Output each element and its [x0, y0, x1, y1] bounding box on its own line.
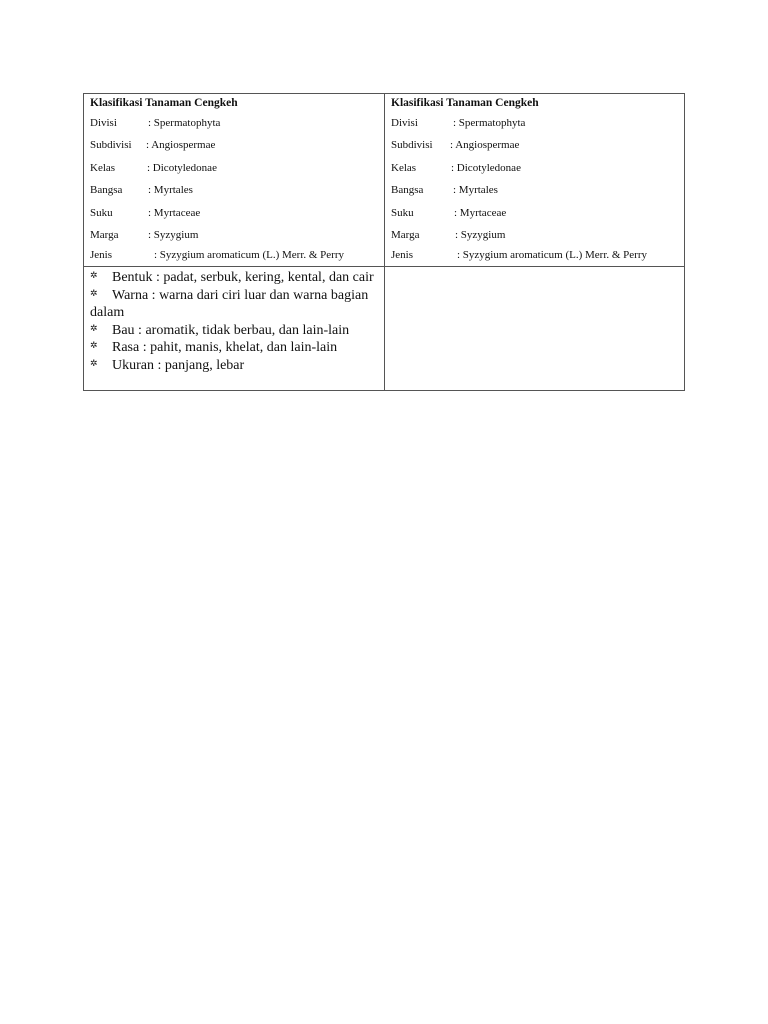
class-row-jenis: [90, 246, 384, 264]
class-value: : Spermatophyta: [148, 117, 221, 129]
class-value: : Myrtaceae: [454, 206, 507, 219]
class-key: Divisi: [90, 117, 117, 129]
class-key: Suku: [90, 206, 113, 219]
class-key: Subdivisi: [391, 139, 433, 152]
class-value: : Angiospermae: [146, 139, 216, 152]
class-value: : Dicotyledonae: [451, 161, 521, 174]
class-row-bangsa: [90, 179, 384, 201]
class-key: Kelas: [391, 161, 417, 174]
classification-table: [83, 93, 685, 391]
class-key: Marga: [90, 228, 119, 241]
class-key: Suku: [391, 206, 414, 219]
characteristics-cell: [84, 267, 384, 391]
classification-cell-left: [84, 94, 384, 266]
class-value: : Dicotyledonae: [147, 161, 217, 174]
class-key: Jenis: [391, 249, 413, 262]
class-key: Divisi: [391, 117, 418, 129]
empty-cell: [385, 267, 685, 391]
class-value: : Syzygium aromaticum (L.) Merr. & Perry: [457, 249, 648, 262]
class-key: Jenis: [90, 249, 112, 262]
class-value: : Myrtales: [453, 184, 498, 197]
class-row-marga: [391, 224, 685, 246]
class-row-divisi: [391, 112, 685, 134]
class-row-subdivisi: [90, 134, 384, 156]
asterisk-bullet-icon: ✲: [90, 322, 98, 333]
class-value: : Angiospermae: [450, 139, 520, 152]
list-item: [90, 322, 384, 340]
class-key: Kelas: [90, 161, 116, 174]
characteristic-text: Rasa : pahit, manis, khelat, dan lain-lain: [112, 340, 338, 355]
class-row-suku: [391, 202, 685, 224]
classification-cell-right: [385, 94, 685, 266]
class-value: : Syzygium: [148, 228, 199, 241]
asterisk-bullet-icon: ✲: [90, 287, 98, 298]
class-key: Bangsa: [90, 184, 123, 197]
characteristic-text: Ukuran : panjang, lebar: [112, 357, 245, 373]
asterisk-bullet-icon: ✲: [90, 357, 98, 368]
class-row-suku: [90, 202, 384, 224]
class-row-divisi: [90, 112, 384, 134]
asterisk-bullet-icon: ✲: [90, 340, 98, 350]
class-row-subdivisi: [391, 134, 685, 156]
list-item: [90, 357, 384, 375]
class-key: Subdivisi: [90, 139, 132, 152]
class-value: : Myrtales: [148, 184, 193, 197]
characteristic-text: Bau : aromatik, tidak berbau, dan lain-lain: [112, 322, 350, 338]
class-row-bangsa: [391, 179, 685, 201]
cell-title: Klasifikasi Tanaman Cengkeh: [90, 97, 238, 109]
class-key: Bangsa: [391, 184, 424, 197]
asterisk-bullet-icon: ✲: [90, 270, 98, 280]
class-row-kelas: [90, 157, 384, 179]
list-item: [90, 269, 384, 287]
class-value: : Syzygium: [455, 228, 506, 241]
class-row-marga: [90, 224, 384, 246]
cell-title: Klasifikasi Tanaman Cengkeh: [391, 97, 539, 109]
class-row-kelas: [391, 157, 685, 179]
class-value: : Spermatophyta: [453, 117, 526, 129]
characteristic-text: Bentuk : padat, serbuk, kering, kental, dan cair: [112, 270, 374, 285]
list-item: [90, 287, 384, 322]
class-key: Marga: [391, 228, 420, 241]
class-value: : Syzygium aromaticum (L.) Merr. & Perry: [154, 249, 345, 262]
class-value: : Myrtaceae: [148, 206, 201, 219]
list-item: [90, 339, 384, 357]
characteristic-text: Warna : warna dari ciri luar dan warna bagian dalam: [90, 287, 369, 320]
class-row-jenis: [391, 246, 685, 264]
